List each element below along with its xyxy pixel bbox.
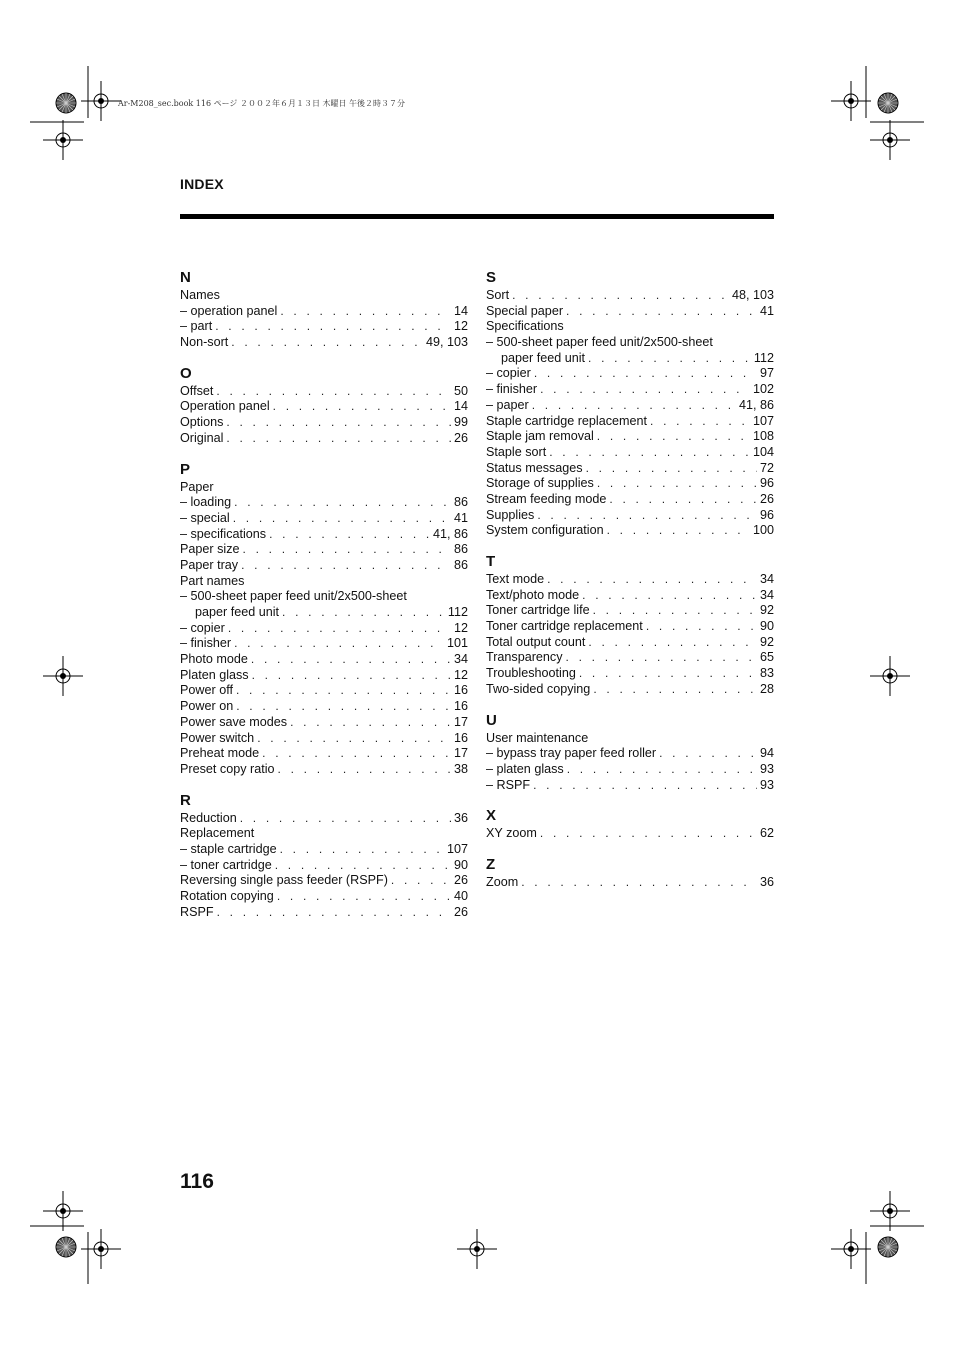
dot-leader — [215, 319, 451, 335]
index-entry-term: – 500-sheet paper feed unit/2x500-sheet — [180, 589, 407, 604]
index-entry-term: – loading — [180, 495, 232, 510]
index-entry-term: paper feed unit — [501, 350, 586, 365]
dot-leader — [609, 492, 757, 508]
index-entry-page: 96 — [759, 476, 774, 491]
dot-leader — [216, 384, 451, 400]
dot-leader — [512, 288, 729, 304]
dot-leader — [234, 495, 451, 511]
index-entry — [486, 746, 774, 762]
index-entry — [486, 492, 774, 508]
index-entry-page: 104 — [752, 444, 774, 459]
dot-leader — [233, 511, 451, 527]
dot-leader — [273, 399, 451, 415]
index-entry-page: 28 — [759, 681, 774, 696]
index-entry — [180, 762, 468, 778]
index-letter-heading: N — [180, 269, 191, 286]
index-entry — [180, 746, 468, 762]
index-entry-term: Storage of supplies — [486, 476, 594, 491]
index-letter-heading: O — [180, 364, 192, 382]
index-entry — [486, 826, 774, 842]
index-entry-page: 41 — [759, 303, 774, 318]
index-entry-term: Power on — [180, 699, 234, 714]
index-entry-page: 49, 103 — [425, 335, 468, 350]
index-letter-heading: P — [180, 460, 191, 478]
index-entry-term: Toner cartridge replacement — [486, 619, 643, 634]
index-entry-page: 100 — [752, 523, 774, 538]
index-entry — [486, 366, 774, 382]
index-entry — [486, 635, 774, 651]
index-entry-page: 90 — [759, 619, 774, 634]
dot-leader — [593, 682, 757, 698]
dot-leader — [234, 636, 444, 652]
index-entry-page: 90 — [453, 857, 468, 872]
index-entry-page: 14 — [453, 303, 468, 318]
dot-leader — [586, 461, 757, 477]
index-entry-page: 41, 86 — [738, 397, 774, 412]
index-entry-page: 36 — [759, 874, 774, 889]
index-entry — [180, 589, 468, 605]
index-entry-page: 14 — [453, 399, 468, 414]
index-entry-page: 36 — [453, 810, 468, 825]
index-entry-page: 97 — [759, 366, 774, 381]
index-entry-page: 34 — [453, 652, 468, 667]
dot-leader — [217, 905, 451, 921]
index-entry — [180, 668, 468, 684]
dot-leader — [278, 762, 451, 778]
dot-leader — [650, 414, 750, 430]
dot-leader — [547, 572, 757, 588]
index-entry — [180, 715, 468, 731]
index-entry — [180, 636, 468, 652]
index-entry — [486, 398, 774, 414]
dot-leader — [566, 650, 757, 666]
index-entry-term: Transparency — [486, 650, 563, 665]
index-entry — [180, 399, 468, 415]
index-entry-term: XY zoom — [486, 826, 537, 841]
index-entry — [180, 304, 468, 320]
index-entry — [180, 319, 468, 335]
index-entry-page: 62 — [759, 826, 774, 841]
dot-leader — [391, 873, 451, 889]
dot-leader — [566, 304, 757, 320]
index-entry-page: 92 — [759, 603, 774, 618]
index-group-p — [180, 460, 468, 778]
index-entry-term: Power switch — [180, 730, 255, 745]
dot-leader — [593, 603, 757, 619]
dot-leader — [280, 842, 444, 858]
index-entry-page: 96 — [759, 507, 774, 522]
index-entry — [486, 682, 774, 698]
index-entry — [486, 666, 774, 682]
index-letter-heading: X — [486, 807, 497, 825]
index-entry-page: 107 — [752, 413, 774, 428]
index-entry-page: 12 — [453, 620, 468, 635]
index-column-left — [180, 268, 468, 933]
index-entry-page: 112 — [753, 350, 774, 365]
dot-leader — [540, 382, 750, 398]
dot-leader — [588, 351, 751, 367]
index-entry-page: 94 — [759, 746, 774, 761]
index-entry-page: 17 — [453, 714, 468, 729]
index-entry — [486, 508, 774, 524]
dot-leader — [236, 683, 451, 699]
index-group-s — [486, 268, 774, 539]
index-entry — [486, 650, 774, 666]
index-entry-term: Toner cartridge life — [486, 603, 590, 618]
index-entry — [180, 811, 468, 827]
dot-leader — [659, 746, 757, 762]
index-entry — [486, 319, 774, 335]
index-entry — [180, 335, 468, 351]
index-entry — [486, 461, 774, 477]
index-entry — [486, 429, 774, 445]
index-entry-page: 93 — [759, 777, 774, 792]
dot-leader — [549, 445, 750, 461]
dot-leader — [275, 858, 451, 874]
index-entry-term: Reduction — [180, 810, 237, 825]
index-entry-term: Text mode — [486, 572, 545, 586]
dot-leader — [567, 762, 757, 778]
index-entry-term: Sort — [486, 288, 510, 302]
index-entry-term: Platen glass — [180, 667, 249, 682]
index-entry — [180, 558, 468, 574]
dot-leader — [588, 635, 757, 651]
section-title: INDEX — [180, 176, 224, 192]
dot-leader — [228, 621, 451, 637]
dot-leader — [269, 527, 430, 543]
index-entry-term: Stream feeding mode — [486, 491, 607, 506]
index-group-z — [486, 855, 774, 891]
index-entry-term: Non-sort — [180, 335, 229, 350]
index-entry — [180, 652, 468, 668]
index-entry-term: – RSPF — [486, 777, 531, 792]
index-entry-term: – specifications — [180, 526, 267, 541]
index-letter-heading: S — [486, 269, 497, 286]
index-entry-term: Staple sort — [486, 444, 547, 459]
index-entry-page: 107 — [446, 841, 468, 856]
index-entry — [486, 762, 774, 778]
index-entry — [486, 523, 774, 539]
index-entry-term: System configuration — [486, 523, 604, 538]
index-letter-heading: T — [486, 553, 496, 570]
index-entry-page: 101 — [446, 636, 468, 651]
index-entry — [180, 415, 468, 431]
dot-leader — [282, 605, 445, 621]
index-entry — [180, 683, 468, 699]
index-entry — [486, 445, 774, 461]
header-rule — [180, 214, 774, 219]
page-number: 116 — [180, 1170, 214, 1193]
index-entry-page: 16 — [453, 699, 468, 714]
index-entry-page: 34 — [759, 587, 774, 602]
index-entry-term: Staple cartridge replacement — [486, 413, 648, 428]
index-entry-page: 50 — [453, 383, 468, 398]
index-entry — [486, 619, 774, 635]
index-entry-term: paper feed unit — [195, 605, 280, 619]
index-entry-page: 72 — [759, 460, 774, 475]
index-entry-term: Supplies — [486, 507, 535, 522]
index-entry — [180, 699, 468, 715]
dot-leader — [534, 366, 757, 382]
index-entry — [180, 826, 468, 842]
index-entry — [180, 384, 468, 400]
index-entry-term: Paper — [180, 479, 214, 494]
dot-leader — [607, 523, 750, 539]
dot-leader — [537, 508, 757, 524]
index-entry-page: 102 — [752, 382, 774, 397]
index-entry — [486, 304, 774, 320]
index-entry-term: – paper — [486, 397, 529, 412]
dot-leader — [262, 746, 451, 762]
dot-leader — [579, 666, 757, 682]
index-entry-term: Operation panel — [180, 399, 270, 414]
index-entry-term: Staple jam removal — [486, 429, 594, 444]
index-entry — [486, 875, 774, 891]
dot-leader — [241, 558, 451, 574]
index-letter-heading: Z — [486, 855, 496, 873]
index-entry — [180, 542, 468, 558]
index-entry-term: Paper tray — [180, 557, 239, 572]
index-entry-page: 17 — [453, 746, 468, 761]
index-entry-page: 83 — [759, 666, 774, 681]
index-entry — [180, 574, 468, 590]
index-group-t — [486, 552, 774, 698]
index-entry-page: 26 — [453, 430, 468, 445]
index-entry — [180, 905, 468, 921]
dot-leader — [236, 699, 451, 715]
index-entry — [486, 731, 774, 747]
print-header: Ar-M208_sec.book 116 ページ ２００２年６月１３日 木曜日 午後２時３７分 — [118, 99, 406, 108]
index-entry-term: – platen glass — [486, 761, 564, 776]
index-entry-page: 112 — [447, 605, 468, 619]
index-entry — [486, 382, 774, 398]
index-entry — [180, 527, 468, 543]
index-entry-term: – finisher — [180, 636, 232, 651]
index-entry-page: 65 — [759, 650, 774, 665]
index-entry — [180, 431, 468, 447]
index-entry-page: 92 — [759, 634, 774, 649]
index-entry-page: 99 — [453, 415, 468, 430]
index-entry-page: 41 — [453, 510, 468, 525]
index-entry-page: 93 — [759, 761, 774, 776]
index-entry-term: Text/photo mode — [486, 587, 580, 602]
index-entry — [180, 605, 468, 621]
index-entry — [486, 288, 774, 304]
index-entry — [486, 414, 774, 430]
index-entry-term: – operation panel — [180, 303, 278, 318]
index-entry — [486, 335, 774, 351]
index-entry-term: Special paper — [486, 303, 564, 318]
index-entry-page: 108 — [752, 429, 774, 444]
index-entry — [486, 603, 774, 619]
index-entry-term: Photo mode — [180, 652, 248, 667]
index-entry-term: Status messages — [486, 460, 583, 475]
index-entry — [180, 511, 468, 527]
index-entry-term: Preset copy ratio — [180, 761, 275, 776]
index-group-o — [180, 364, 468, 447]
index-entry — [180, 480, 468, 496]
index-entry-term: Preheat mode — [180, 746, 260, 761]
index-entry-term: – staple cartridge — [180, 841, 277, 856]
index-entry-term: Part names — [180, 573, 245, 588]
index-entry-page: 86 — [453, 542, 468, 557]
index-entry — [180, 495, 468, 511]
index-entry-term: – toner cartridge — [180, 857, 272, 872]
index-entry-term: Names — [180, 288, 220, 302]
index-entry-page: 41, 86 — [432, 526, 468, 541]
index-entry — [486, 476, 774, 492]
index-entry-term: Replacement — [180, 826, 255, 841]
index-letter-heading: R — [180, 791, 191, 809]
index-entry — [486, 572, 774, 588]
dot-leader — [540, 826, 757, 842]
index-entry — [180, 288, 468, 304]
index-entry-term: – copier — [486, 366, 531, 381]
dot-leader — [280, 304, 451, 320]
dot-leader — [597, 476, 757, 492]
index-entry-page: 12 — [453, 319, 468, 334]
index-entry-term: Reversing single pass feeder (RSPF) — [180, 873, 388, 888]
dot-leader — [251, 652, 451, 668]
index-entry-page: 26 — [453, 873, 468, 888]
dot-leader — [532, 398, 736, 414]
index-entry-term: – finisher — [486, 382, 538, 397]
index-group-r — [180, 791, 468, 921]
index-entry-page: 16 — [453, 683, 468, 698]
index-entry — [486, 351, 774, 367]
dot-leader — [597, 429, 750, 445]
index-entry-term: Total output count — [486, 634, 586, 649]
dot-leader — [257, 731, 451, 747]
index-entry-term: – part — [180, 319, 213, 334]
index-entry-page: 86 — [453, 495, 468, 510]
index-column-right — [486, 268, 774, 904]
dot-leader — [646, 619, 757, 635]
index-group-u — [486, 711, 774, 794]
index-entry-term: Zoom — [486, 874, 519, 889]
index-entry — [180, 873, 468, 889]
index-entry-page: 40 — [453, 889, 468, 903]
index-entry-term: Paper size — [180, 542, 240, 557]
index-entry-page: 12 — [453, 667, 468, 682]
index-entry — [180, 621, 468, 637]
dot-leader — [533, 778, 757, 794]
index-group-x — [486, 806, 774, 842]
dot-leader — [226, 431, 451, 447]
index-entry-term: – 500-sheet paper feed unit/2x500-sheet — [486, 335, 713, 350]
dot-leader — [582, 588, 757, 604]
dot-leader — [290, 715, 451, 731]
index-entry-term: User maintenance — [486, 730, 589, 745]
index-entry-term: RSPF — [180, 904, 214, 919]
index-entry-term: Original — [180, 430, 224, 445]
dot-leader — [277, 889, 451, 905]
index-entry — [180, 842, 468, 858]
index-entry — [180, 731, 468, 747]
index-entry-term: Options — [180, 415, 224, 430]
index-entry-page: 86 — [453, 557, 468, 572]
dot-leader — [243, 542, 451, 558]
index-entry-page: 26 — [759, 491, 774, 506]
dot-leader — [521, 875, 757, 891]
index-entry-term: Two-sided copying — [486, 681, 591, 696]
index-entry-page: 48, 103 — [731, 288, 774, 302]
index-entry-term: Troubleshooting — [486, 666, 576, 681]
dot-leader — [240, 811, 451, 827]
index-entry-page: 16 — [453, 730, 468, 745]
index-entry-term: – copier — [180, 620, 225, 635]
index-entry-term: Power save modes — [180, 714, 288, 729]
index-entry-term: Power off — [180, 683, 233, 698]
index-entry-term: – bypass tray paper feed roller — [486, 746, 657, 761]
index-group-n — [180, 268, 468, 351]
index-entry-page: 38 — [453, 761, 468, 776]
index-entry-page: 26 — [453, 904, 468, 919]
index-letter-heading: U — [486, 711, 497, 729]
index-entry — [180, 858, 468, 874]
dot-leader — [252, 668, 451, 684]
index-entry — [486, 588, 774, 604]
index-entry-term: Offset — [180, 383, 214, 398]
dot-leader — [231, 335, 423, 351]
index-entry — [180, 889, 468, 905]
index-entry — [486, 778, 774, 794]
index-entry-term: Specifications — [486, 319, 564, 334]
index-entry-term: – special — [180, 510, 230, 525]
dot-leader — [226, 415, 451, 431]
index-entry-term: Rotation copying — [180, 889, 274, 903]
index-entry-page: 34 — [759, 572, 774, 586]
